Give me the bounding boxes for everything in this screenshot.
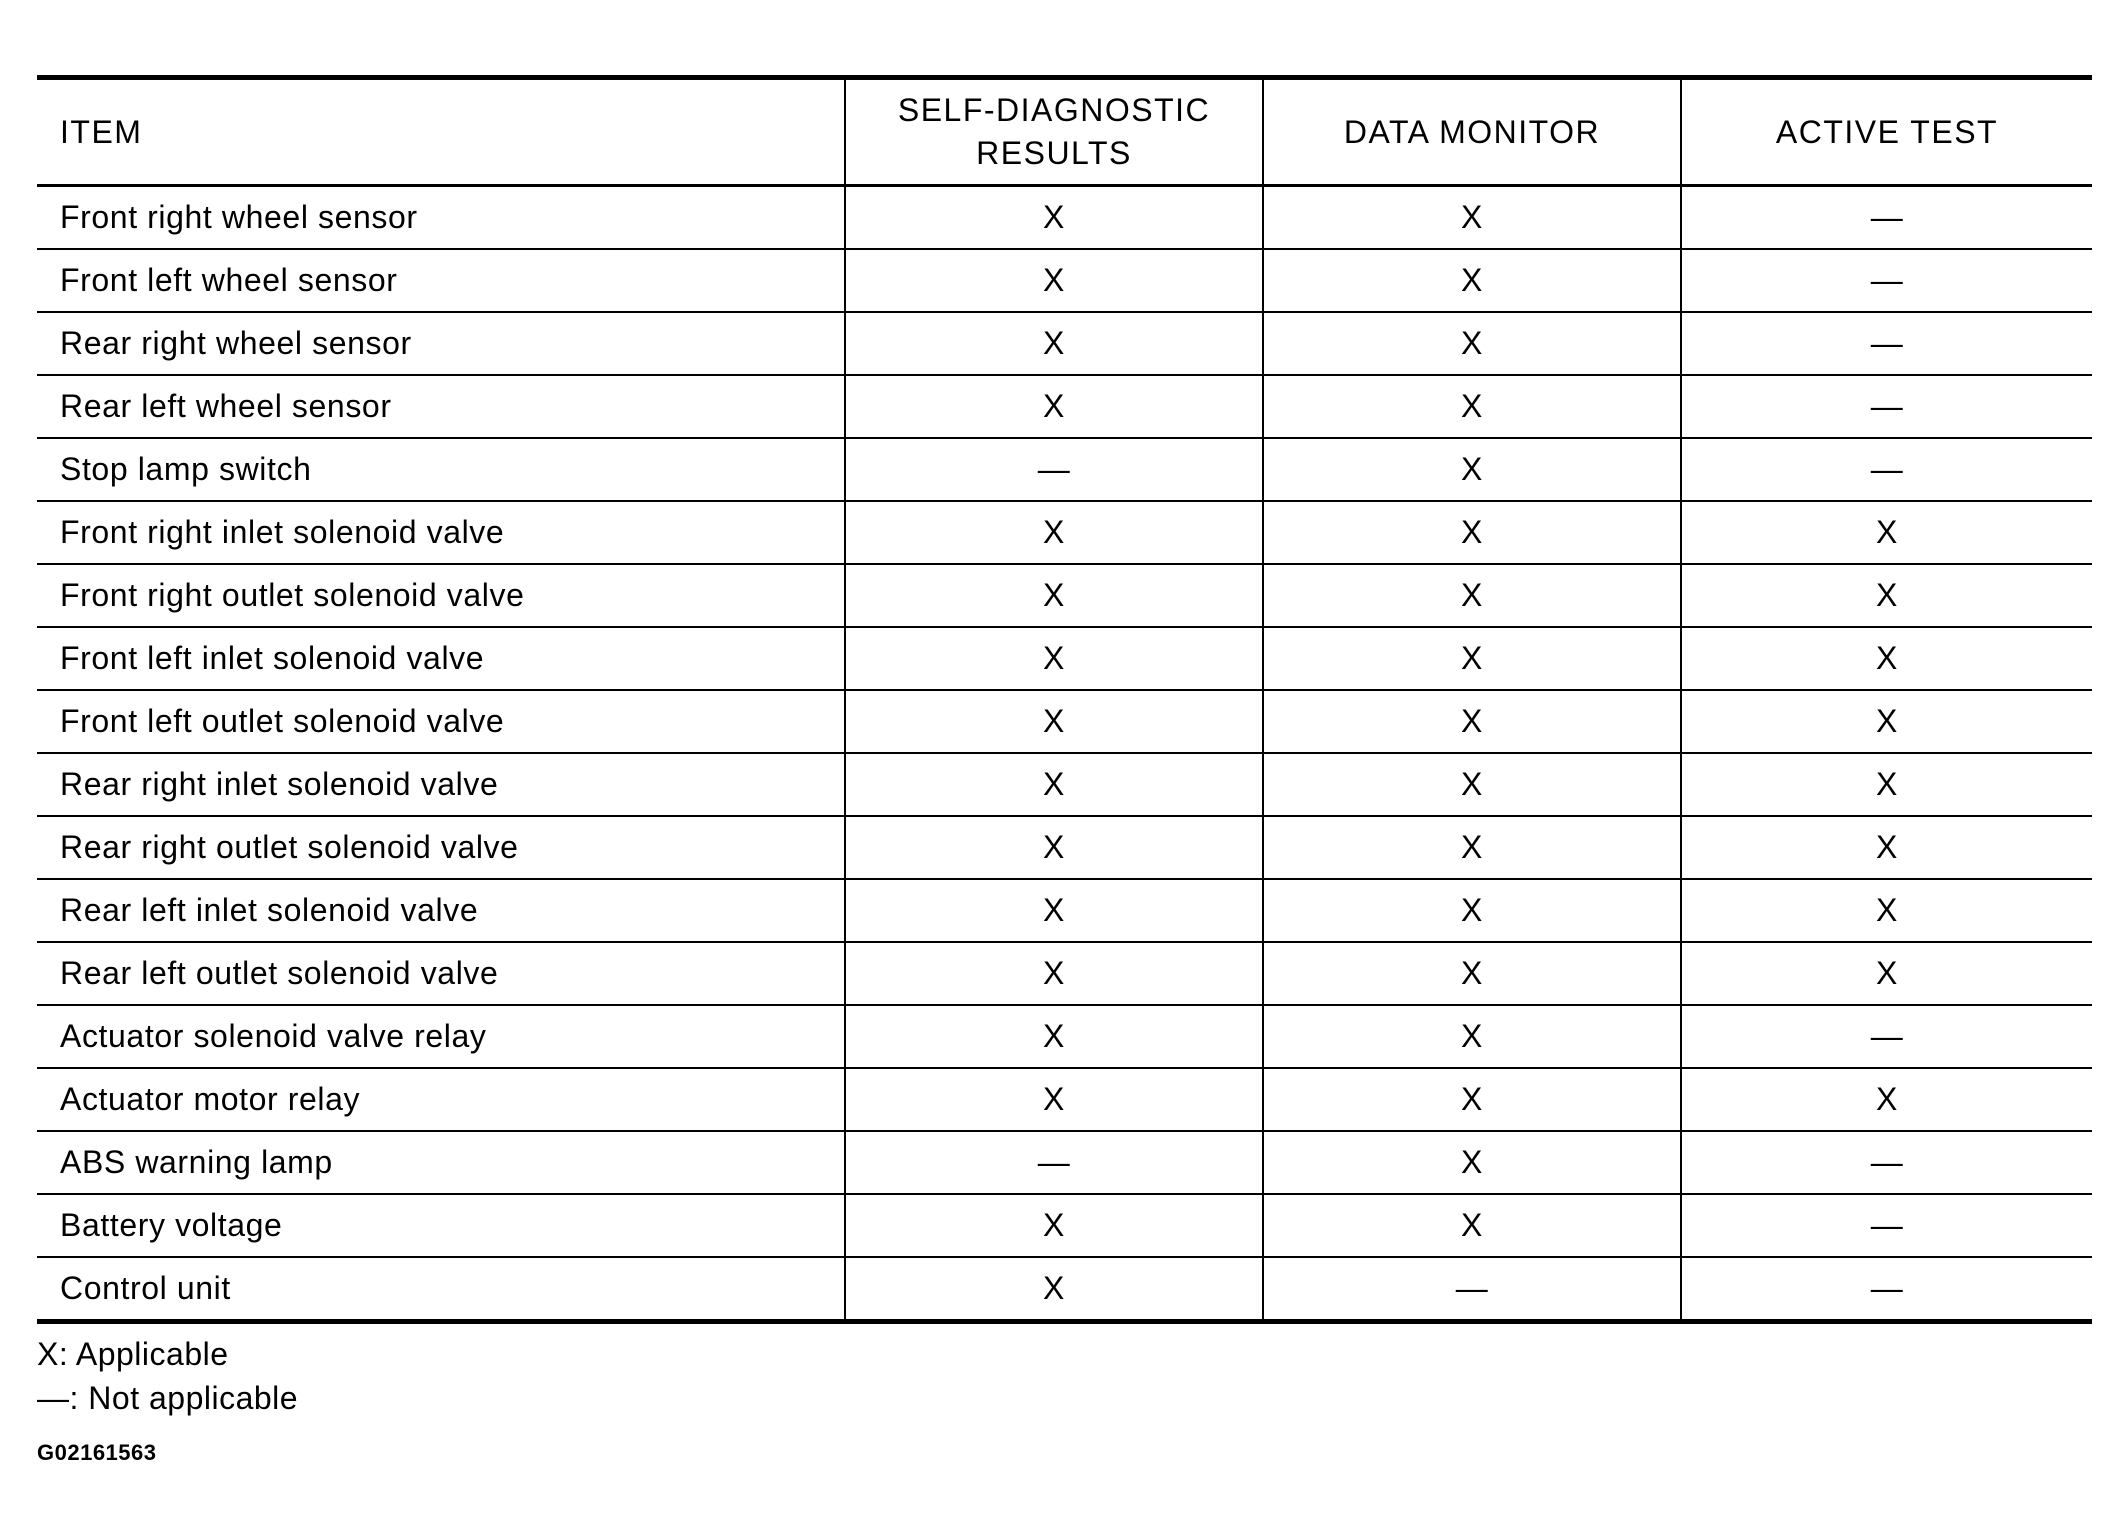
table-row [37,249,2092,312]
item-cell: Rear left inlet solenoid valve [37,879,845,942]
active-test-cell: — [1681,1194,2092,1257]
active-test-cell: X [1681,879,2092,942]
data-monitor-cell: X [1263,1068,1681,1131]
data-monitor-cell: X [1263,627,1681,690]
item-cell: Stop lamp switch [37,438,845,501]
active-test-cell: — [1681,438,2092,501]
self-diagnostic-cell: X [845,753,1263,816]
self-diagnostic-cell: X [845,942,1263,1005]
data-monitor-cell: X [1263,1131,1681,1194]
diagnostic-function-table [37,75,2092,1324]
self-diagnostic-cell: X [845,1257,1263,1322]
self-diagnostic-cell: — [845,438,1263,501]
data-monitor-cell: X [1263,1194,1681,1257]
table-row [37,186,2092,250]
active-test-cell: — [1681,312,2092,375]
header-item: ITEM [37,78,845,186]
header-self-diagnostic-results [845,78,1263,186]
header-self-diagnostic-line1: SELF-DIAGNOSTIC [897,92,1211,128]
table-row [37,690,2092,753]
active-test-cell: X [1681,816,2092,879]
header-data-monitor: DATA MONITOR [1263,78,1681,186]
item-cell: Front right outlet solenoid valve [37,564,845,627]
table-row [37,564,2092,627]
self-diagnostic-cell: X [845,375,1263,438]
document [37,75,2092,1466]
active-test-cell: — [1681,375,2092,438]
self-diagnostic-cell: X [845,312,1263,375]
header-self-diagnostic-line2: RESULTS [976,135,1132,171]
active-test-cell: — [1681,1131,2092,1194]
self-diagnostic-cell: X [845,186,1263,250]
active-test-cell: — [1681,249,2092,312]
active-test-cell: X [1681,501,2092,564]
table-row [37,1005,2092,1068]
self-diagnostic-cell: X [845,564,1263,627]
data-monitor-cell: X [1263,753,1681,816]
table-row [37,816,2092,879]
item-cell: Rear right wheel sensor [37,312,845,375]
self-diagnostic-cell: — [845,1131,1263,1194]
item-cell: Rear right inlet solenoid valve [37,753,845,816]
figure-id: G02161563 [37,1440,157,1465]
item-cell: Front left wheel sensor [37,249,845,312]
item-cell: Rear left outlet solenoid valve [37,942,845,1005]
legend-applicable: X: Applicable [37,1336,229,1372]
table-row [37,1257,2092,1322]
table-header-row [37,78,2092,186]
legend [37,1332,2092,1420]
data-monitor-cell: X [1263,249,1681,312]
data-monitor-cell: X [1263,942,1681,1005]
data-monitor-cell: X [1263,501,1681,564]
item-cell: Rear left wheel sensor [37,375,845,438]
active-test-cell: — [1681,186,2092,250]
data-monitor-cell: X [1263,690,1681,753]
table-row [37,1131,2092,1194]
item-cell: Actuator motor relay [37,1068,845,1131]
table-row [37,753,2092,816]
item-cell: Front right inlet solenoid valve [37,501,845,564]
data-monitor-cell: X [1263,879,1681,942]
table-row [37,1068,2092,1131]
table-row [37,627,2092,690]
active-test-cell: X [1681,690,2092,753]
active-test-cell: X [1681,753,2092,816]
table-row [37,1194,2092,1257]
data-monitor-cell: X [1263,1005,1681,1068]
active-test-cell: — [1681,1005,2092,1068]
self-diagnostic-cell: X [845,879,1263,942]
self-diagnostic-cell: X [845,690,1263,753]
active-test-cell: X [1681,564,2092,627]
table-row [37,438,2092,501]
item-cell: Front left inlet solenoid valve [37,627,845,690]
self-diagnostic-cell: X [845,501,1263,564]
data-monitor-cell: X [1263,312,1681,375]
header-active-test: ACTIVE TEST [1681,78,2092,186]
active-test-cell: X [1681,627,2092,690]
item-cell: Front right wheel sensor [60,199,418,235]
active-test-cell: — [1681,1257,2092,1322]
legend-not-applicable: —: Not applicable [37,1380,299,1416]
data-monitor-cell: X [1263,438,1681,501]
table-row [37,942,2092,1005]
self-diagnostic-cell: X [845,1005,1263,1068]
item-cell: Front left outlet solenoid valve [37,690,845,753]
self-diagnostic-cell: X [845,1194,1263,1257]
item-cell: Rear right outlet solenoid valve [37,816,845,879]
data-monitor-cell: X [1263,186,1681,250]
self-diagnostic-cell: X [845,627,1263,690]
data-monitor-cell: X [1263,816,1681,879]
self-diagnostic-cell: X [845,249,1263,312]
self-diagnostic-cell: X [845,1068,1263,1131]
table-row [37,312,2092,375]
active-test-cell: X [1681,1068,2092,1131]
data-monitor-cell: X [1263,564,1681,627]
table-row [37,501,2092,564]
table-row [37,879,2092,942]
item-cell: ABS warning lamp [37,1131,845,1194]
item-cell: Control unit [37,1257,845,1322]
active-test-cell: X [1681,942,2092,1005]
data-monitor-cell: X [1263,375,1681,438]
self-diagnostic-cell: X [845,816,1263,879]
table-row [37,375,2092,438]
item-cell: Battery voltage [37,1194,845,1257]
data-monitor-cell: — [1263,1257,1681,1322]
item-cell: Actuator solenoid valve relay [37,1005,845,1068]
